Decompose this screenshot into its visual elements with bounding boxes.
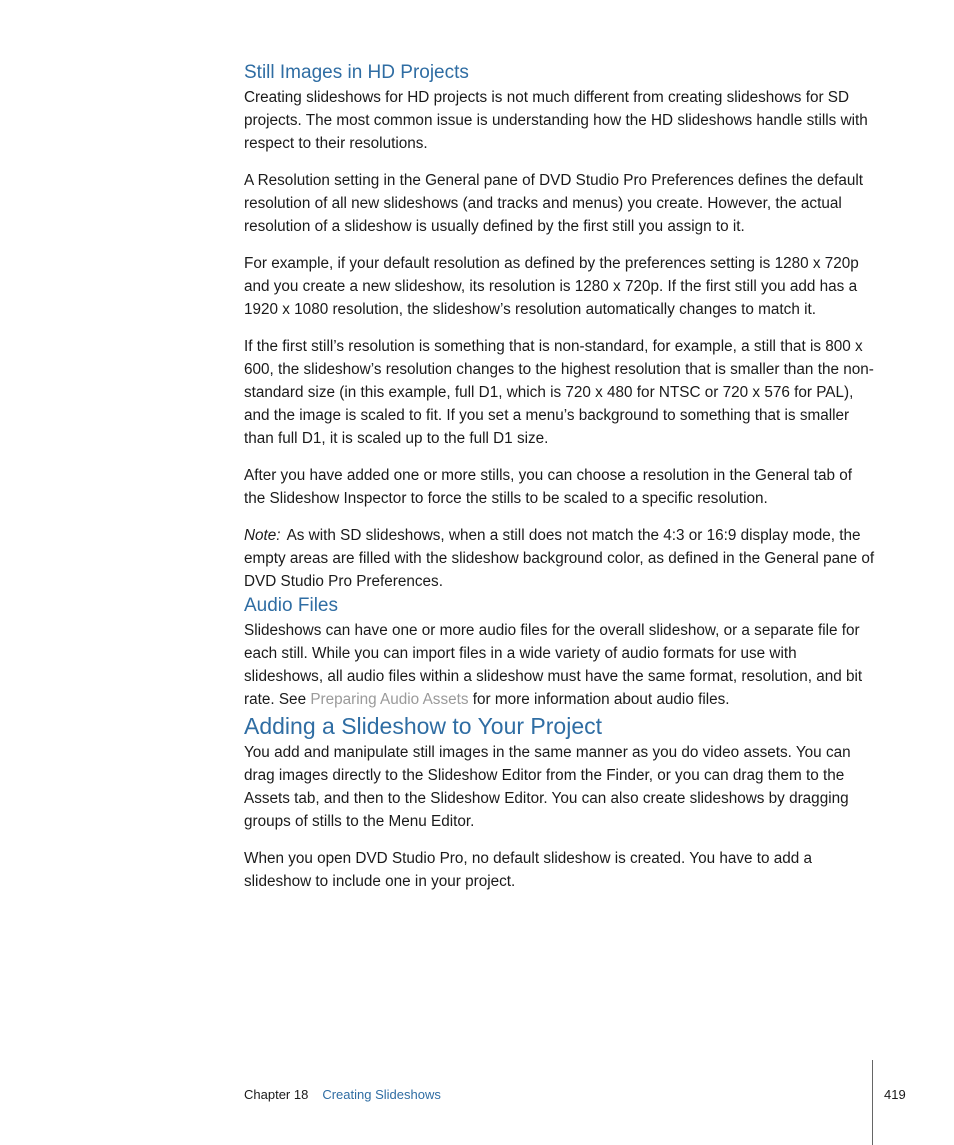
adding-slideshow-paragraph-2: When you open DVD Studio Pro, no default slideshow is created. You have to add a slideshow to include one in your project. [244, 850, 813, 890]
still-images-heading: Still Images in HD Projects [244, 62, 469, 83]
still-images-paragraph-4: If the first still’s resolution is something that is non-standard, for example, a still that is 800 x 600, the slideshow’s resolution changes to the highest resolution that is smaller than the non-standard size (in this example, full D1, which is 720 x 480 for NTSC or 720 x 576 for PAL), and the image is scaled to fit. If you set a menu’s background to something that is smaller than full D1, it is scaled up to the full D1 size. [244, 338, 874, 447]
still-images-paragraph-5: After you have added one or more stills, you can choose a resolution in the General tab of the Slideshow Inspector to force the stills to be scaled to a specific resolution. [244, 467, 852, 507]
note-text: As with SD slideshows, when a still does not match the 4:3 or 16:9 display mode, the empty areas are filled with the slideshow background color, as defined in the General pane of DVD Studio Pro Preferences. [244, 527, 875, 590]
chapter-title: Creating Slideshows [322, 1087, 441, 1102]
adding-slideshow-heading: Adding a Slideshow to Your Project [244, 713, 603, 739]
audio-text-before: Slideshows can have one or more audio files for the overall slideshow, or a separate file for each still. While you can import files in a wide variety of audio formats for use with slideshows, all audio files within a slideshow must have the same format, resolution, and bit rate. See [244, 622, 863, 708]
page-footer [244, 1086, 441, 1104]
chapter-label: Chapter 18 [244, 1087, 309, 1102]
preparing-audio-assets-link[interactable]: Preparing Audio Assets [310, 691, 469, 708]
footer-divider [872, 1060, 873, 1145]
still-images-note [244, 524, 876, 593]
adding-slideshow-paragraph-1: You add and manipulate still images in the same manner as you do video assets. You can drag images directly to the Slideshow Editor from the Finder, or you can drag them to the Assets tab, and then to the Slideshow Editor. You can also create slideshows by dragging groups of stills to the Menu Editor. [244, 744, 851, 830]
still-images-paragraph-2: A Resolution setting in the General pane of DVD Studio Pro Preferences defines the default resolution of all new slideshows (and tracks and menus) you create. However, the actual resolution of a slideshow is usually defined by the first still you assign to it. [244, 172, 864, 235]
page-content [244, 60, 876, 893]
note-label: Note: [244, 527, 281, 544]
page-number: 419 [884, 1087, 906, 1102]
still-images-paragraph-3: For example, if your default resolution as defined by the preferences setting is 1280 x 720p and you create a new slideshow, its resolution is 1280 x 720p. If the first still you add has a 1920 x 1080 resolution, the slideshow’s resolution automatically changes to match it. [244, 255, 859, 318]
audio-files-heading: Audio Files [244, 595, 338, 616]
audio-text-after: for more information about audio files. [468, 691, 730, 708]
still-images-paragraph-1: Creating slideshows for HD projects is not much different from creating slideshows for SD projects. The most common issue is understanding how the HD slideshows handle stills with respect to their resolutions. [244, 89, 868, 152]
audio-files-paragraph [244, 619, 876, 711]
